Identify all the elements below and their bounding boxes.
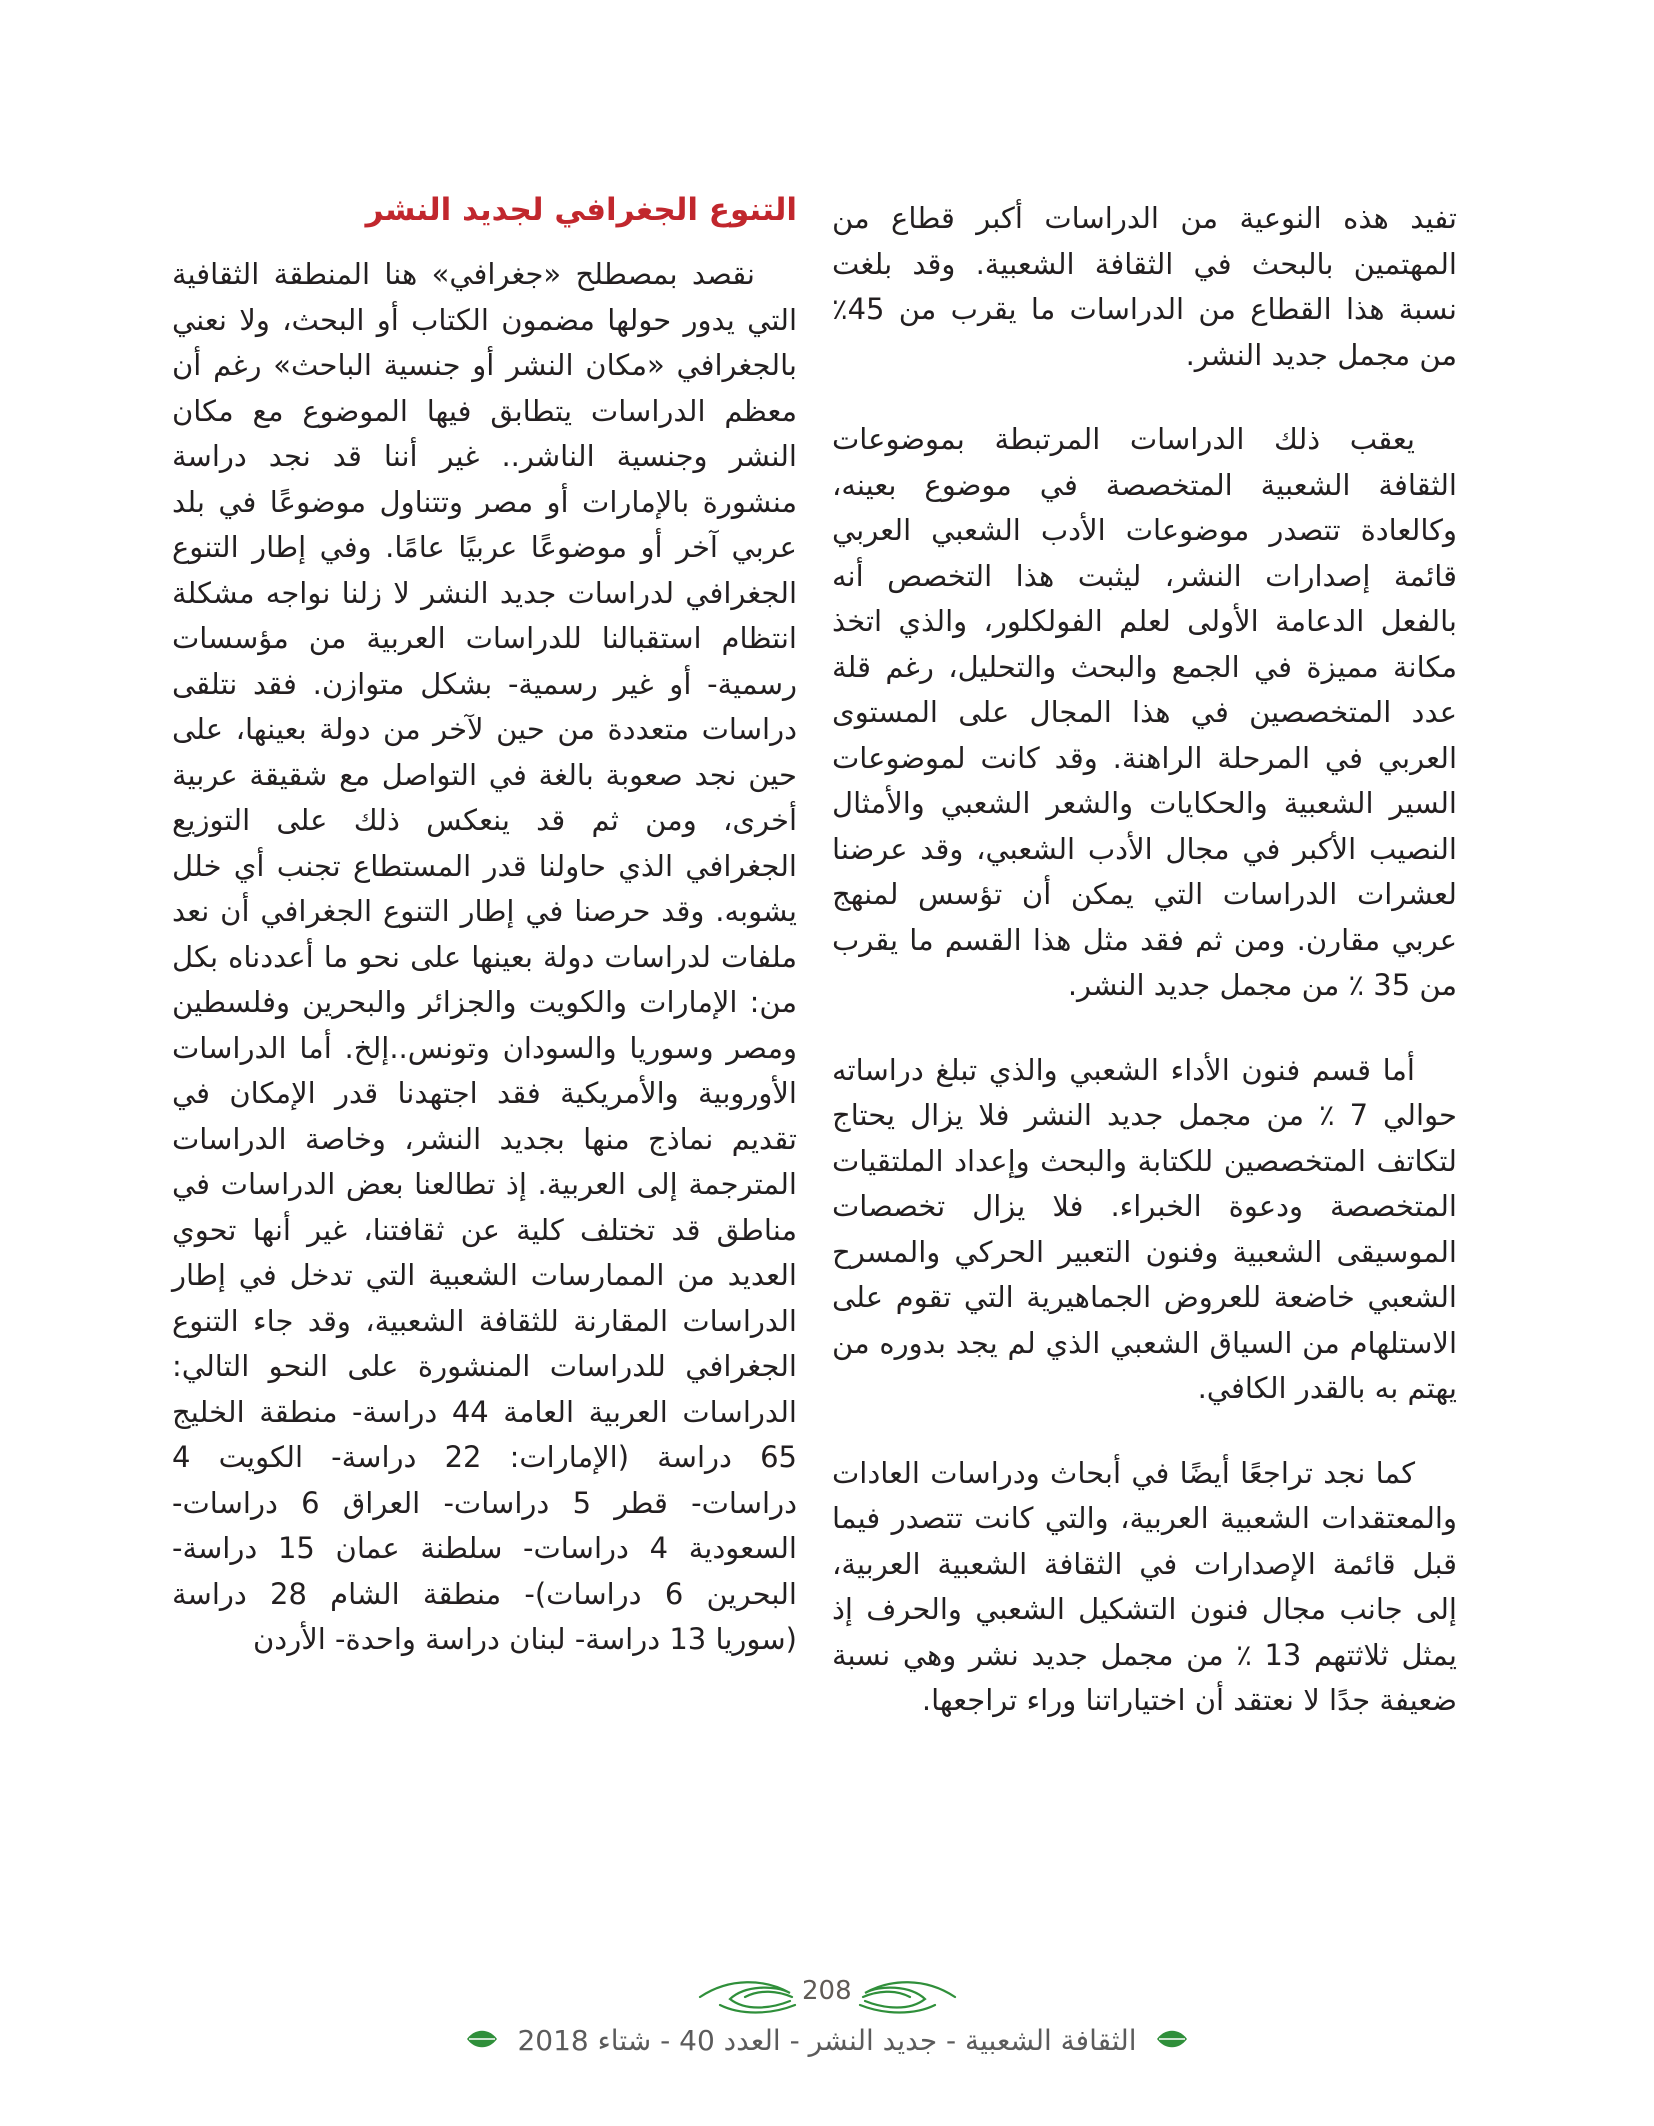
section-heading: التنوع الجغرافي لجديد النشر [365, 192, 797, 228]
right-column [832, 196, 1457, 1763]
leaf-icon [465, 2026, 499, 2059]
running-title: الثقافة الشعبية - جديد النشر - العدد 40 - شتاء 2018 [517, 2024, 1137, 2057]
paragraph-performing-arts: أما قسم فنون الأداء الشعبي والذي تبلغ دراساته حوالي 7 ٪ من مجمل جديد النشر فلا يزال يحتاج لتكاتف المتخصصين للكتابة والبحث وإعداد الملتقيات المتخصصة ودعوة الخبراء. فلا يزال تخصصات الموسيقى الشعبية وفنون التعبير الحركي والمسرح الشعبي خاضعة للعروض الجماهيرية التي تقوم على الاستلهام من السياق الشعبي الذي لم يجد بدوره من يهتم به بالقدر الكافي. [832, 1052, 1457, 1405]
paragraph-customs-beliefs: كما نجد تراجعًا أيضًا في أبحاث ودراسات العادات والمعتقدات الشعبية العربية، والتي كانت تتصدر فيما قبل قائمة الإصدارات في الثقافة الشعبية العربية، إلى جانب مجال فنون التشكيل الشعبي والحرف إذ يمثل ثلاثتهم 13 ٪ من مجمل جديد نشر وهي نسبة ضعيفة جدًا لا نعتقد أن اختياراتنا وراء تراجعها. [832, 1455, 1457, 1717]
left-column [172, 192, 797, 1663]
running-footer [0, 2024, 1654, 2059]
paragraph-specialized-studies: يعقب ذلك الدراسات المرتبطة بموضوعات الثقافة الشعبية المتخصصة في موضوع بعينه، وكالعادة تتصدر موضوعات الأدب الشعبي العربي قائمة إصدارات النشر، ليثبت هذا التخصص أنه بالفعل الدعامة الأولى لعلم الفولكلور، والذي اتخذ مكانة مميزة في الجمع والبحث والتحليل، رغم قلة عدد المتخصصين في هذا المجال على المستوى العربي في المرحلة الراهنة. وقد كانت لموضوعات السير الشعبية والحكايات والشعر الشعبي والأمثال النصيب الأكبر في مجال الأدب الشعبي، وقد عرضنا لعشرات الدراسات التي يمكن أن تؤسس لمنهج عربي مقارن. ومن ثم فقد مثل هذا القسم ما يقرب من 35 ٪ من مجمل جديد النشر. [832, 422, 1457, 1002]
page-number: 208 [802, 1976, 852, 2006]
paragraph-geographic-diversity: نقصد بمصطلح «جغرافي» هنا المنطقة الثقافية التي يدور حولها مضمون الكتاب أو البحث، ولا نعني بالجغرافي «مكان النشر أو جنسية الباحث» رغم أن معظم الدراسات يتطابق فيها الموضوع مع مكان النشر وجنسية الناشر.. غير أننا قد نجد دراسة منشورة بالإمارات أو مصر وتتناول موضوعًا في بلد عربي آخر أو موضوعًا عربيًا عامًا. وفي إطار التنوع الجغرافي لدراسات جديد النشر لا زلنا نواجه مشكلة انتظام استقبالنا للدراسات العربية من مؤسسات رسمية- أو غير رسمية- بشكل متوازن. فقد نتلقى دراسات متعددة من حين لآخر من دولة بعينها، على حين نجد صعوبة بالغة في التواصل مع شقيقة عربية أخرى، ومن ثم قد ينعكس ذلك على التوزيع الجغرافي الذي حاولنا قدر المستطاع تجنب أي خلل يشوبه. وقد حرصنا في إطار التنوع الجغرافي أن نعد ملفات لدراسات دولة بعينها على نحو ما أعددناه بكل من: الإمارات والكويت والجزائر والبحرين وفلسطين ومصر وسوريا والسودان وتونس..إلخ. أما الدراسات الأوروبية والأمريكية فقد اجتهدنا قدر الإمكان في تقديم نماذج منها بجديد النشر، وخاصة الدراسات المترجمة إلى العربية. إذ تطالعنا بعض الدراسات في مناطق قد تختلف كلية عن ثقافتنا، غير أنها تحوي العديد من الممارسات الشعبية التي تدخل في إطار الدراسات المقارنة للثقافة الشعبية، وقد جاء التنوع الجغرافي للدراسات المنشورة على النحو التالي: الدراسات العربية العامة 44 دراسة- منطقة الخليج 65 دراسة (الإمارات: 22 دراسة- الكويت 4 دراسات- قطر 5 دراسات- العراق 6 دراسات- السعودية 4 دراسات- سلطنة عمان 15 دراسة- البحرين 6 دراسات)- منطقة الشام 28 دراسة (سوريا 13 دراسة- لبنان دراسة واحدة- الأردن [172, 257, 797, 1656]
leaf-icon [1155, 2026, 1189, 2059]
paragraph-intro: تفيد هذه النوعية من الدراسات أكبر قطاع من المهتمين بالبحث في الثقافة الشعبية. وقد بلغت نسبة هذا القطاع من الدراسات ما يقرب من 45٪ من مجمل جديد النشر. [832, 201, 1457, 372]
